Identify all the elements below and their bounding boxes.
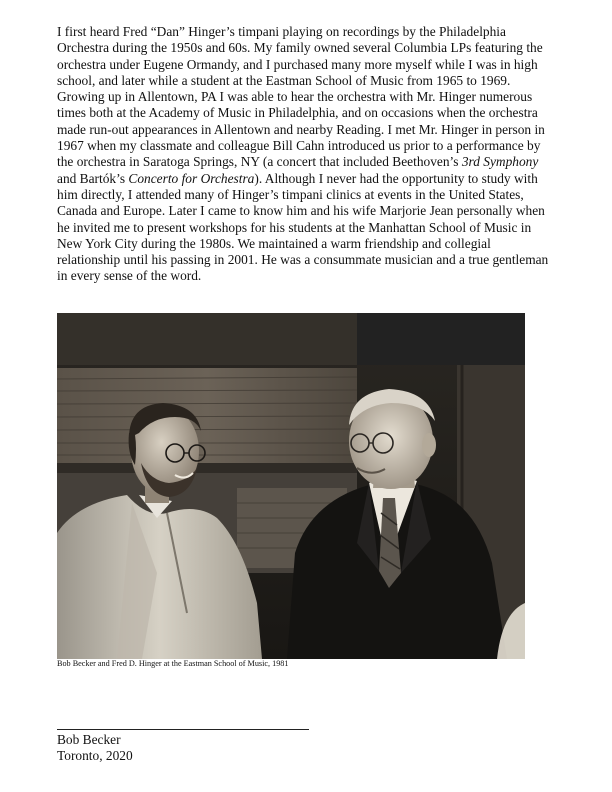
paragraph-segment-2: and Bartók’s	[57, 170, 129, 186]
concerto-title: Concerto for Orchestra	[128, 170, 255, 186]
paragraph-segment-3: ). Although I never had the opportunity to study with him directly, I attended many of Hinger’s timpani clinics at events in the United States, Canada and Europe. Later I came to know him and his wife Marjorie Jean personally when he invited me to present workshops for his students at the Manhattan School of Music in New York City during the 1980s. We maintained a warm friendship and collegial relationship until his passing in 2001. He was a consummate musician and a true gentleman in every sense of the word.	[57, 170, 549, 284]
author-name: Bob Becker	[57, 732, 121, 747]
photo-caption: Bob Becker and Fred D. Hinger at the Eastman School of Music, 1981	[57, 659, 289, 668]
photograph	[57, 313, 525, 659]
paragraph-text	[57, 24, 554, 285]
body-paragraph	[57, 24, 554, 285]
photo-illustration	[57, 313, 525, 659]
place-and-date: Toronto, 2020	[57, 748, 133, 763]
signature-line	[57, 729, 309, 730]
paragraph-segment-1: I first heard Fred “Dan” Hinger’s timpani playing on recordings by the Philadelphia Orchestra during the 1950s and 60s. My family owned several Columbia LPs featuring the orchestra under Eugene Ormandy, and I purchased many more myself while I was in high school, and later while a student at the Eastman School of Music from 1965 to 1969. Growing up in Allentown, PA I was able to hear the orchestra with Mr. Hinger numerous times both at the Academy of Music in Philadelphia, and on occasions when the orchestra made run-out appearances in Allentown and nearby Reading. I met Mr. Hinger in person in 1967 when my classmate and colleague Bill Cahn introduced us prior to a performance by the orchestra in Saratoga Springs, NY (a concert that included Beethoven’s	[57, 24, 545, 170]
symphony-title: 3rd Symphony	[461, 154, 539, 170]
